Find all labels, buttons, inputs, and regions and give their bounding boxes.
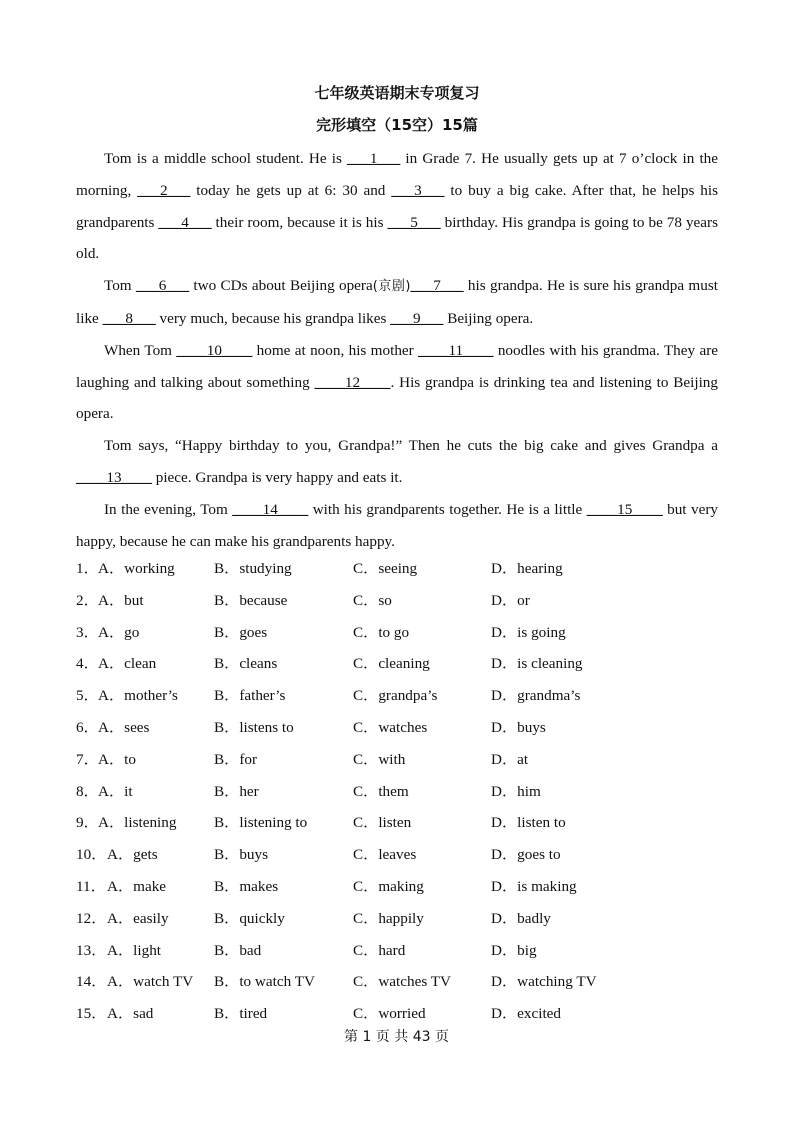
blank-13: ____13____	[76, 468, 152, 486]
question-row-1	[76, 553, 718, 585]
passage-text: piece. Grandpa is very happy and eats it.	[151, 468, 403, 486]
option-d: D．badly	[491, 909, 551, 927]
passage-text: very much, because his grandpa likes	[155, 309, 391, 327]
passage-text: noodles with his grandma. They are laughing and talking about something	[76, 341, 718, 391]
question-row-7	[76, 744, 718, 776]
option-b: B．quickly	[214, 909, 285, 927]
passage-text: birthday. His grandpa is going to be 78 years old.	[76, 213, 718, 263]
option-d: D．is cleaning	[491, 655, 583, 673]
blank-6: ___6___	[135, 277, 190, 295]
passage-paragraph-5	[76, 494, 718, 558]
question-row-6	[76, 712, 718, 744]
question-row-13	[76, 935, 718, 967]
option-c: C．leaves	[353, 846, 417, 864]
option-a: A．but	[98, 591, 144, 609]
option-d: D．is making	[491, 877, 577, 895]
option-d: D．watching TV	[491, 973, 597, 991]
question-row-5	[76, 680, 718, 712]
question-number: 10．	[76, 846, 107, 864]
option-a: A．easily	[107, 909, 169, 927]
option-d: D．is going	[491, 623, 566, 641]
question-row-9	[76, 807, 718, 839]
option-a: A．sees	[98, 718, 150, 736]
blank-2: ___2___	[137, 181, 191, 199]
option-c: C．watches TV	[353, 973, 451, 991]
blank-14: ____14____	[232, 500, 309, 518]
option-c: C．seeing	[353, 560, 418, 577]
option-a: A．to	[98, 750, 136, 768]
blank-11: ____11____	[418, 341, 494, 359]
passage-text: . His grandpa is drinking tea and listening to Beijing opera.	[76, 373, 718, 423]
option-a: A．go	[98, 623, 140, 641]
blank-4: ___4___	[158, 213, 212, 231]
question-row-4	[76, 648, 718, 680]
option-a: A．mother’s	[98, 687, 178, 705]
question-number: 4．	[76, 655, 99, 673]
option-c: C．worried	[353, 1005, 426, 1023]
option-b: B．her	[214, 782, 259, 800]
question-number: 9．	[76, 814, 99, 832]
question-number: 14．	[76, 973, 107, 991]
passage-text: in Grade 7. He usually gets up at 7 o’clock in the morning,	[76, 150, 719, 199]
passage-text: their room, because it is his	[211, 213, 388, 231]
passage-text: Tom is a middle school student. He is	[104, 150, 348, 167]
passage-text: with his grandparents together. He is a little	[308, 500, 587, 518]
question-number: 15．	[76, 1005, 107, 1023]
blank-3: ___3___	[391, 181, 445, 199]
option-b: B．listening to	[214, 814, 308, 832]
option-d: D．hearing	[491, 560, 563, 577]
option-b: B．listens to	[214, 718, 294, 736]
question-number: 1．	[76, 560, 99, 577]
option-c: C．happily	[353, 909, 424, 927]
option-a: A．listening	[98, 814, 177, 832]
passage-text: to buy a big cake. After that, he helps his grandparents	[76, 181, 719, 231]
blank-15: ____15____	[586, 500, 663, 518]
passage-text: Beijing opera.	[443, 309, 534, 327]
document-title: 七年级英语期末专项复习	[314, 84, 480, 102]
passage-text: Tom	[104, 277, 136, 295]
option-b: B．buys	[214, 846, 269, 864]
passage-text: In the evening, Tom	[104, 500, 233, 518]
option-c: C．making	[353, 877, 424, 895]
question-number: 12．	[76, 909, 107, 927]
option-a: A．clean	[98, 655, 157, 673]
option-c: C．to go	[353, 623, 410, 641]
option-c: C．watches	[353, 718, 428, 736]
question-number: 7．	[76, 750, 99, 768]
option-c: C．listen	[353, 814, 412, 832]
option-b: B．studying	[214, 560, 292, 577]
option-c: C．cleaning	[353, 655, 430, 673]
passage-paragraph-3	[76, 335, 718, 430]
option-a: A．working	[98, 560, 175, 577]
option-c: C．them	[353, 782, 409, 800]
option-a: A．watch TV	[107, 973, 194, 991]
page-number-footer: 第 1 页 共 43 页	[344, 1029, 449, 1045]
option-b: B．cleans	[214, 655, 278, 673]
question-row-3	[76, 617, 718, 649]
cloze-passage	[76, 143, 718, 557]
option-b: B．bad	[214, 941, 262, 959]
answer-options-list	[76, 553, 718, 1030]
passage-text: When Tom	[104, 341, 177, 359]
passage-text: two CDs about Beijing opera	[189, 277, 373, 295]
option-b: B．goes	[214, 623, 268, 641]
option-a: A．it	[98, 782, 133, 800]
option-b: B．makes	[214, 877, 279, 895]
document-subtitle: 完形填空（15空）15篇	[316, 116, 478, 134]
option-d: D．him	[491, 782, 541, 800]
option-d: D．buys	[491, 718, 546, 736]
question-row-11	[76, 871, 718, 903]
option-d: D．grandma’s	[491, 687, 581, 705]
question-row-2	[76, 585, 718, 617]
passage-text: his grandpa. He is sure his grandpa must like	[76, 277, 718, 327]
option-a: A．gets	[107, 846, 158, 864]
option-d: D．or	[491, 591, 530, 609]
option-b: B．to watch TV	[214, 973, 315, 991]
option-b: B．father’s	[214, 687, 286, 705]
passage-paragraph-4	[76, 430, 718, 494]
question-number: 2．	[76, 591, 99, 609]
option-b: B．for	[214, 750, 258, 768]
option-d: D．excited	[491, 1005, 562, 1023]
blank-8: ___8___	[102, 309, 156, 327]
passage-text: Tom says, “Happy birthday to you, Grandpa!” Then he cuts the big cake and gives Grandpa a	[104, 437, 718, 455]
option-d: D．goes to	[491, 846, 561, 864]
option-a: A．make	[107, 877, 167, 895]
option-d: D．at	[491, 750, 529, 768]
question-number: 5．	[76, 687, 99, 705]
option-a: A．light	[107, 941, 162, 959]
option-c: C．grandpa’s	[353, 687, 438, 705]
passage-text: today he gets up at 6: 30 and	[190, 181, 392, 199]
passage-paragraph-2	[76, 270, 718, 335]
option-c: C．hard	[353, 941, 406, 959]
question-row-14	[76, 966, 718, 998]
question-number: 6．	[76, 718, 99, 736]
option-b: B．because	[214, 591, 288, 609]
blank-5: ___5___	[387, 213, 441, 231]
question-row-10	[76, 839, 718, 871]
option-c: C．with	[353, 750, 406, 768]
blank-7: ___7___	[410, 277, 464, 295]
question-row-8	[76, 776, 718, 808]
chinese-gloss: (京剧)	[372, 279, 411, 295]
passage-text: but very happy, because he can make his grandparents happy.	[76, 500, 718, 550]
question-number: 13．	[76, 941, 107, 959]
option-b: B．tired	[214, 1005, 268, 1023]
passage-paragraph-1	[76, 143, 718, 270]
passage-text: home at noon, his mother	[252, 341, 419, 359]
blank-9: ___9___	[390, 309, 444, 327]
blank-12: ____12____	[314, 373, 391, 391]
option-a: A．sad	[107, 1005, 154, 1023]
question-number: 8．	[76, 782, 99, 800]
question-row-12	[76, 903, 718, 935]
question-number: 11．	[76, 877, 106, 895]
option-c: C．so	[353, 591, 392, 609]
blank-1: ___1___	[347, 150, 401, 167]
option-d: D．listen to	[491, 814, 566, 832]
option-d: D．big	[491, 941, 537, 959]
question-number: 3．	[76, 623, 99, 641]
blank-10: ____10____	[176, 341, 253, 359]
